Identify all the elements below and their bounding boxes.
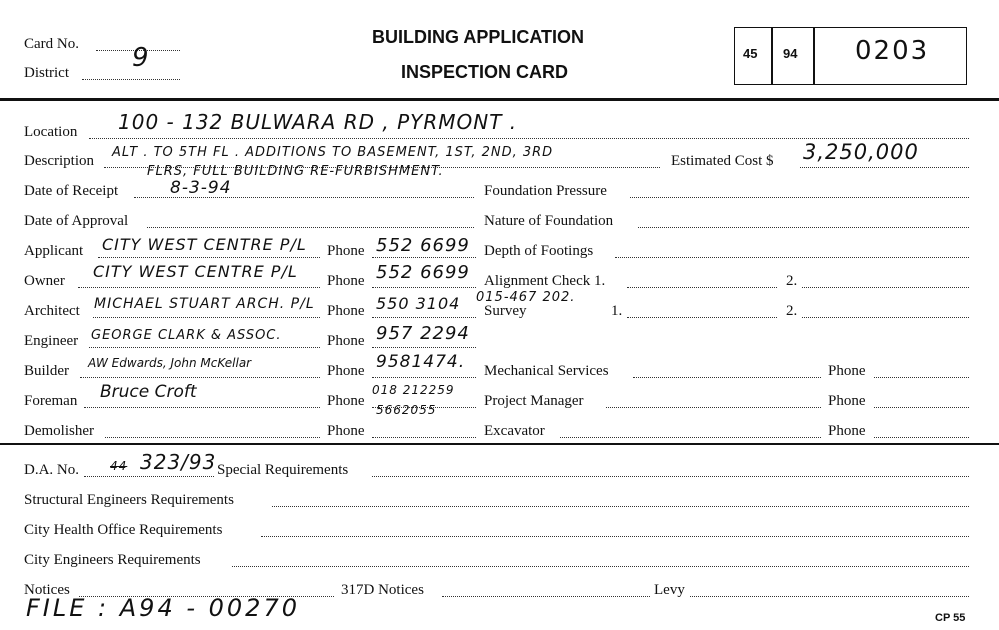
builder-label: Builder [24, 363, 69, 379]
header-divider [0, 98, 999, 101]
da-no-line [84, 476, 214, 477]
estimated-cost-line [800, 167, 969, 168]
owner-phone-label: Phone [327, 273, 365, 289]
levy-label: Levy [654, 582, 685, 598]
demolisher-label: Demolisher [24, 423, 94, 439]
excavator-line [560, 437, 821, 438]
date-of-receipt-label: Date of Receipt [24, 183, 119, 199]
excavator-phone-line [874, 437, 969, 438]
city-engineers-line [232, 566, 969, 567]
architect-phone-value: 550 3104 [376, 294, 461, 313]
owner-value: CITY WEST CENTRE P/L [93, 262, 298, 281]
depth-of-footings-label: Depth of Footings [484, 243, 594, 259]
form-title-line1: BUILDING APPLICATION [372, 27, 584, 47]
foundation-pressure-line [630, 197, 969, 198]
lower-divider [0, 443, 999, 445]
project-manager-label: Project Manager [484, 393, 584, 409]
survey-2-label: 2. [786, 303, 798, 319]
levy-line [690, 596, 969, 597]
location-value: 100 - 132 BULWARA RD , PYRMONT . [118, 110, 518, 134]
form-title-line2: INSPECTION CARD [401, 62, 569, 82]
box-divider-1 [771, 28, 773, 84]
mechanical-phone-label: Phone [828, 363, 866, 379]
special-requirements-label: Special Requirements [217, 462, 349, 478]
builder-phone-label: Phone [327, 363, 365, 379]
project-manager-phone-line [874, 407, 969, 408]
da-no-value: 323/93 [140, 450, 217, 474]
foreman-phone-value-2: 5662055 [376, 403, 437, 417]
box-cell-2: 94 [783, 46, 798, 61]
foreman-label: Foreman [24, 393, 78, 409]
project-manager-phone-label: Phone [828, 393, 866, 409]
architect-phone-value-2: 015-467 202. [476, 290, 576, 305]
description-value: ALT . TO 5TH FL . ADDITIONS TO BASEMENT, 1ST, 2ND, 3RD [112, 145, 554, 160]
nature-of-foundation-line [638, 227, 969, 228]
description-label: Description [24, 153, 94, 169]
foreman-phone-label: Phone [327, 393, 365, 409]
foreman-phone-value-1: 018 212259 [372, 383, 455, 397]
location-label: Location [24, 124, 78, 140]
engineer-label: Engineer [24, 333, 79, 349]
card-number: 0203 [855, 36, 930, 66]
city-health-label: City Health Office Requirements [24, 522, 223, 538]
survey-line-2 [802, 317, 969, 318]
engineer-phone-value: 957 2294 [376, 323, 470, 344]
builder-line [80, 377, 320, 378]
estimated-cost-label: Estimated Cost $ [671, 153, 774, 169]
alignment-check-label: Alignment Check 1. [484, 273, 606, 289]
box-divider-2 [813, 28, 815, 84]
notices-317d-label: 317D Notices [341, 582, 424, 598]
foreman-value: Bruce Croft [100, 382, 197, 402]
notices-317d-line [442, 596, 650, 597]
owner-phone-line [372, 287, 476, 288]
builder-phone-line [372, 377, 476, 378]
alignment-check-line-2 [802, 287, 969, 288]
applicant-line [98, 257, 320, 258]
card-no-label: Card No. [24, 36, 79, 52]
alignment-check-line-1 [627, 287, 777, 288]
applicant-phone-label: Phone [327, 243, 365, 259]
description-value-2: FLRS, FULL BUILDING RE-FURBISHMENT. [147, 164, 444, 179]
form-code: CP 55 [935, 612, 966, 624]
demolisher-line [105, 437, 320, 438]
file-number: FILE : A94 - 00270 [26, 594, 300, 622]
engineer-phone-label: Phone [327, 333, 365, 349]
demolisher-phone-line [372, 437, 476, 438]
city-health-line [261, 536, 969, 537]
mechanical-services-label: Mechanical Services [484, 363, 609, 379]
district-value: 9 [132, 43, 150, 73]
location-line [89, 138, 969, 139]
architect-phone-line [372, 317, 476, 318]
foundation-pressure-label: Foundation Pressure [484, 183, 607, 199]
date-of-approval-line [147, 227, 474, 228]
foreman-line [84, 407, 320, 408]
builder-value: AW Edwards, John McKellar [88, 356, 252, 370]
owner-phone-value: 552 6699 [376, 262, 470, 283]
structural-engineers-line [272, 506, 969, 507]
city-engineers-label: City Engineers Requirements [24, 552, 201, 568]
architect-label: Architect [24, 303, 80, 319]
da-no-struck: 44 [110, 459, 128, 473]
survey-line-1 [627, 317, 777, 318]
applicant-value: CITY WEST CENTRE P/L [102, 235, 307, 254]
owner-line [78, 287, 320, 288]
applicant-phone-line [372, 257, 476, 258]
engineer-value: GEORGE CLARK & ASSOC. [91, 328, 282, 343]
nature-of-foundation-label: Nature of Foundation [484, 213, 614, 229]
date-of-approval-label: Date of Approval [24, 213, 129, 229]
depth-of-footings-line [615, 257, 969, 258]
applicant-label: Applicant [24, 243, 84, 259]
architect-line [93, 317, 320, 318]
owner-label: Owner [24, 273, 65, 289]
excavator-label: Excavator [484, 423, 545, 439]
box-cell-1: 45 [743, 46, 758, 61]
architect-phone-label: Phone [327, 303, 365, 319]
special-requirements-line [372, 476, 969, 477]
engineer-line [89, 347, 320, 348]
alignment-check-2-label: 2. [786, 273, 798, 289]
survey-label: Survey [484, 303, 527, 319]
district-label: District [24, 65, 69, 81]
notices-label: Notices [24, 582, 70, 598]
estimated-cost-value: 3,250,000 [803, 140, 919, 164]
date-of-receipt-value: 8-3-94 [170, 178, 232, 198]
mechanical-services-line [633, 377, 821, 378]
da-no-label: D.A. No. [24, 462, 79, 478]
builder-phone-value: 9581474. [376, 352, 466, 372]
project-manager-line [606, 407, 821, 408]
architect-value: MICHAEL STUART ARCH. P/L [94, 296, 315, 312]
district-line [82, 79, 180, 80]
reference-box [734, 27, 967, 85]
demolisher-phone-label: Phone [327, 423, 365, 439]
excavator-phone-label: Phone [828, 423, 866, 439]
applicant-phone-value: 552 6699 [376, 235, 470, 256]
engineer-phone-line [372, 347, 476, 348]
mechanical-phone-line [874, 377, 969, 378]
survey-1-label: 1. [611, 303, 623, 319]
structural-engineers-label: Structural Engineers Requirements [24, 492, 234, 508]
